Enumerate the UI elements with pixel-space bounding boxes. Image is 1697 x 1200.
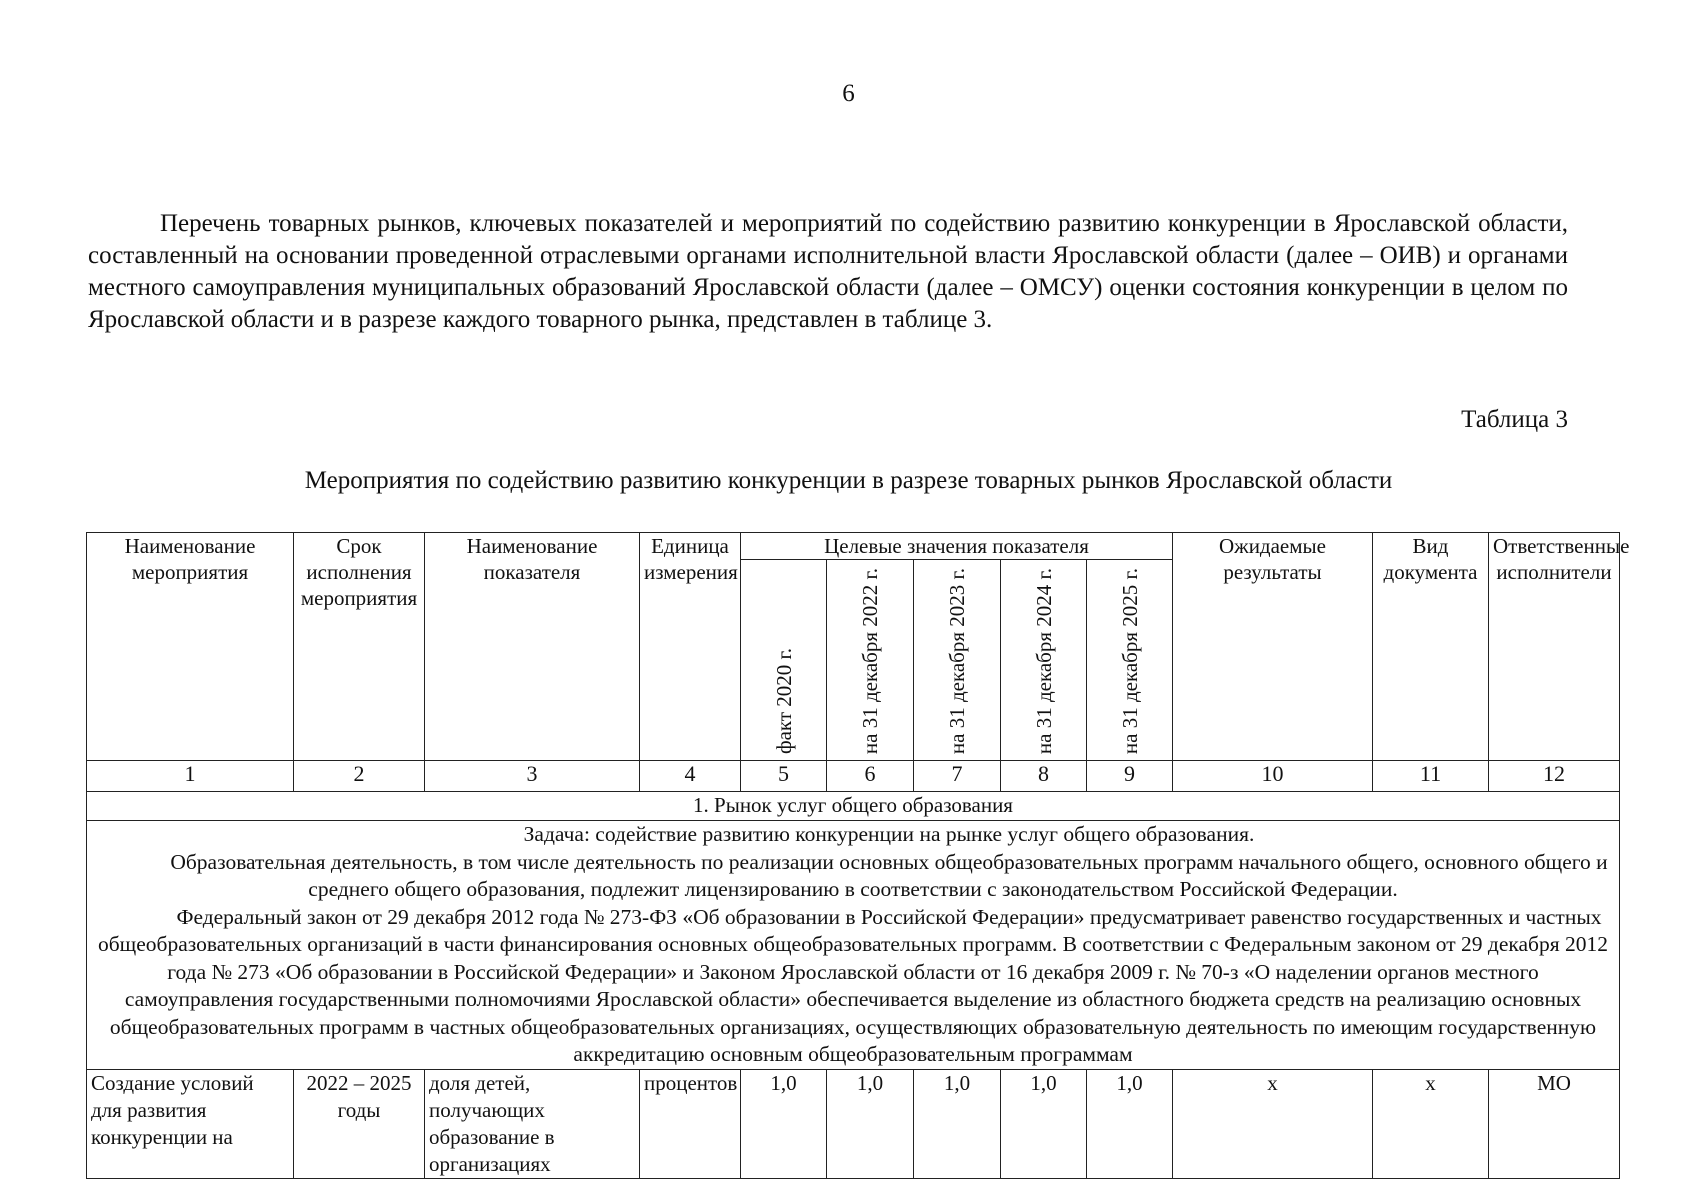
table-label: Таблица 3 [1461, 406, 1568, 433]
cell-measure: Создание условий для развития конкуренции на [87, 1069, 294, 1178]
task-paragraph: Задача: содействие развитию конкуренции на рынке услуг общего образования. [523, 822, 1255, 847]
cell-value-2025: 1,0 [1087, 1069, 1173, 1178]
header-2025: на 31 декабря 2025 г. [1087, 560, 1173, 761]
header-measure: Наименование мероприятия [87, 533, 294, 761]
header-row [87, 533, 1620, 560]
measures-table [86, 532, 1630, 1179]
header-expected: Ожидаемые результаты [1173, 533, 1373, 761]
cell-value-2022: 1,0 [827, 1069, 914, 1178]
section-row [87, 792, 1620, 821]
column-number: 6 [827, 761, 914, 792]
cell-responsible: МО [1489, 1069, 1620, 1178]
cell-indicator: доля детей, получающих образование в организациях [425, 1069, 640, 1178]
section-title: 1. Рынок услуг общего образования [87, 792, 1620, 821]
cell-doc-type: х [1373, 1069, 1489, 1178]
task-paragraph: Федеральный закон от 29 декабря 2012 года № 273-ФЗ «Об образовании в Российской Федерации» предусматривает равенство государственных и частных общеобразовательных организаций в части финансирования основных общеобразовательных программ. В соответствии с Федеральным законом от 29 декабря 2012 года № 273 «Об образовании в Российской Федерации» и Законом Ярославской области от 16 декабря 2009 г. № 70-з «О наделении органов местного самоуправления государственными полномочиями Ярославской области» обеспечивается выделение из областного бюджета средств на реализацию основных общеобразовательных программ в частных общеобразовательных организациях, осуществляющих образовательную деятельность по имеющим государственную аккредитацию основным общеобразовательным программам [97, 904, 1609, 1067]
cell-expected: х [1173, 1069, 1373, 1178]
header-target-values: Целевые значения показателя [741, 533, 1173, 560]
header-2023: на 31 декабря 2023 г. [914, 560, 1001, 761]
cell-term: 2022 – 2025 годы [294, 1069, 425, 1178]
cell-value-2023: 1,0 [914, 1069, 1001, 1178]
column-number: 3 [425, 761, 640, 792]
header-unit: Единица измерения [640, 533, 741, 761]
column-number: 8 [1001, 761, 1087, 792]
page-number: 6 [842, 80, 855, 107]
column-number: 7 [914, 761, 1001, 792]
header-indicator: Наименование показателя [425, 533, 640, 761]
column-number: 1 [87, 761, 294, 792]
header-2024: на 31 декабря 2024 г. [1001, 560, 1087, 761]
task-row [87, 821, 1620, 1070]
cell-value-2024: 1,0 [1001, 1069, 1087, 1178]
header-doc-type: Вид документа [1373, 533, 1489, 761]
task-description [87, 821, 1620, 1070]
table-row [87, 1069, 1620, 1178]
header-responsible: Ответственные исполнители [1489, 533, 1620, 761]
table-title: Мероприятия по содействию развитию конкуренции в разрезе товарных рынков Ярославской области [304, 467, 1393, 494]
header-2022: на 31 декабря 2022 г. [827, 560, 914, 761]
column-number-row [87, 761, 1620, 792]
column-number: 9 [1087, 761, 1173, 792]
column-number: 11 [1373, 761, 1489, 792]
cell-value-2020: 1,0 [741, 1069, 827, 1178]
cell-unit: процентов [640, 1069, 741, 1178]
column-number: 5 [741, 761, 827, 792]
column-number: 12 [1489, 761, 1620, 792]
column-number: 2 [294, 761, 425, 792]
column-number: 10 [1173, 761, 1373, 792]
intro-paragraph: Перечень товарных рынков, ключевых показателей и мероприятий по содействию развитию конкуренции в Ярославской области, составленный на основании проведенной отраслевыми органами исполнительной власти Ярославской области (далее – ОИВ) и органами местного самоуправления муниципальных образований Ярославской области (далее – ОМСУ) оценки состояния конкуренции в целом по Ярославской области и в разрезе каждого товарного рынка, представлен в таблице 3. [88, 210, 1568, 333]
header-term: Срок исполнения мероприятия [294, 533, 425, 761]
column-number: 4 [640, 761, 741, 792]
header-fact-2020: факт 2020 г. [741, 560, 827, 761]
task-paragraph: Образовательная деятельность, в том числе деятельность по реализации основных общеобразовательных программ начального общего, основного общего и среднего общего образования, подлежит лицензированию в соответствии с законодательством Российской Федерации. [170, 849, 1608, 902]
